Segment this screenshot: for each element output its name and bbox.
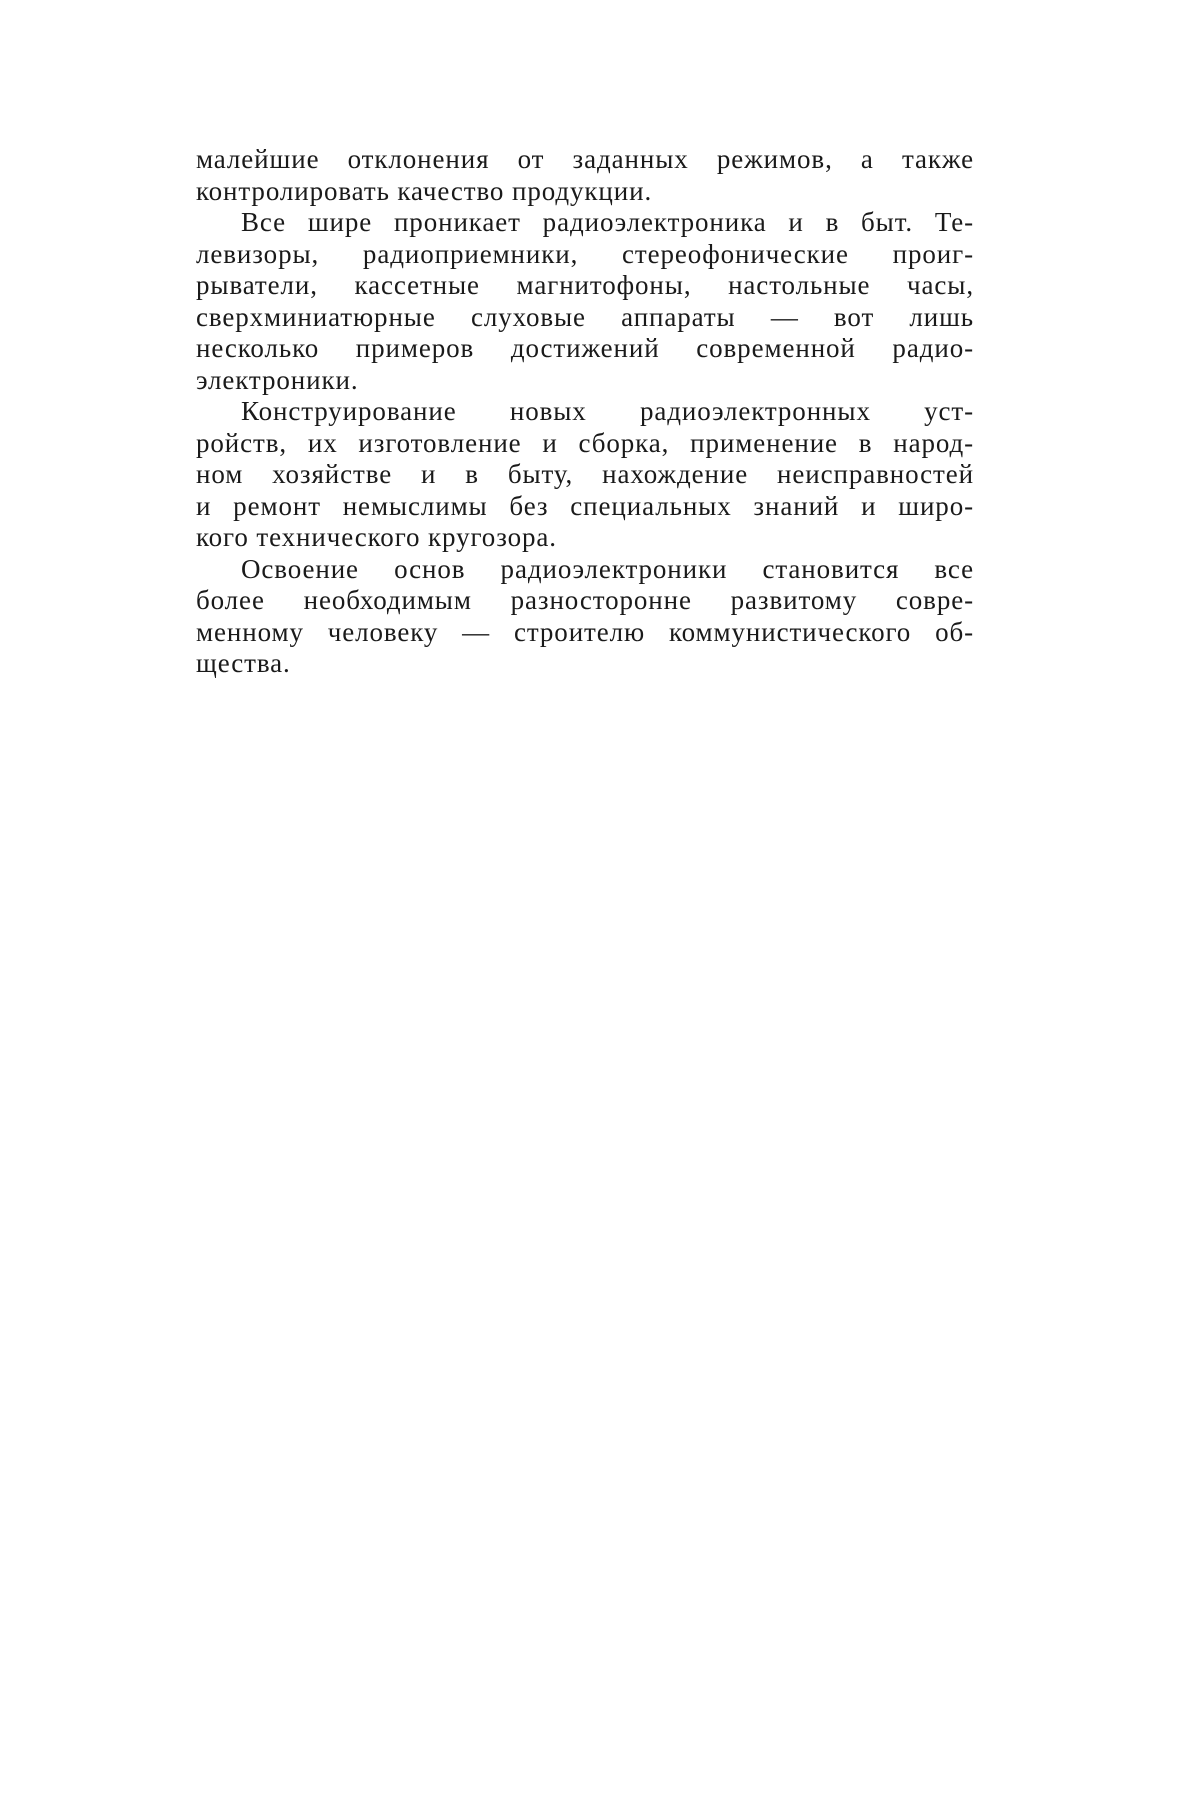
text-line: менному человеку — строителю коммунистического об-	[196, 616, 974, 647]
text-line: щества.	[196, 648, 291, 678]
paragraph-3	[196, 396, 974, 554]
text-line: рыватели, кассетные магнитофоны, настольные часы,	[196, 270, 974, 300]
text-line: более необходимым разносторонне развитому совре-	[196, 585, 974, 615]
text-line: сверхминиатюрные слуховые аппараты — вот лишь	[196, 301, 974, 332]
text-line: левизоры, радиоприемники, стереофонические проиг-	[196, 238, 974, 269]
text-line: ройств, их изготовление и сборка, применение в народ-	[196, 427, 974, 458]
text-line: электроники.	[196, 364, 359, 395]
paragraph-4	[196, 554, 974, 680]
text-line: кого технического кругозора.	[196, 522, 557, 552]
text-line: Конструирование новых радиоэлектронных уст-	[241, 396, 974, 426]
text-line: Все шире проникает радиоэлектроника и в быт. Те-	[241, 207, 974, 237]
text-line: малейшие отклонения от заданных режимов, а также	[196, 144, 974, 174]
text-line: контролировать качество продукции.	[196, 175, 653, 206]
paragraph-1	[196, 144, 974, 207]
page-text	[196, 144, 974, 680]
text-line: ном хозяйстве и в быту, нахождение неисправностей	[196, 459, 974, 489]
paragraph-2	[196, 207, 974, 396]
text-line: и ремонт немыслимы без специальных знаний и широ-	[196, 490, 974, 521]
text-line: Освоение основ радиоэлектроники становится все	[241, 553, 974, 584]
text-line: несколько примеров достижений современной радио-	[196, 333, 974, 363]
